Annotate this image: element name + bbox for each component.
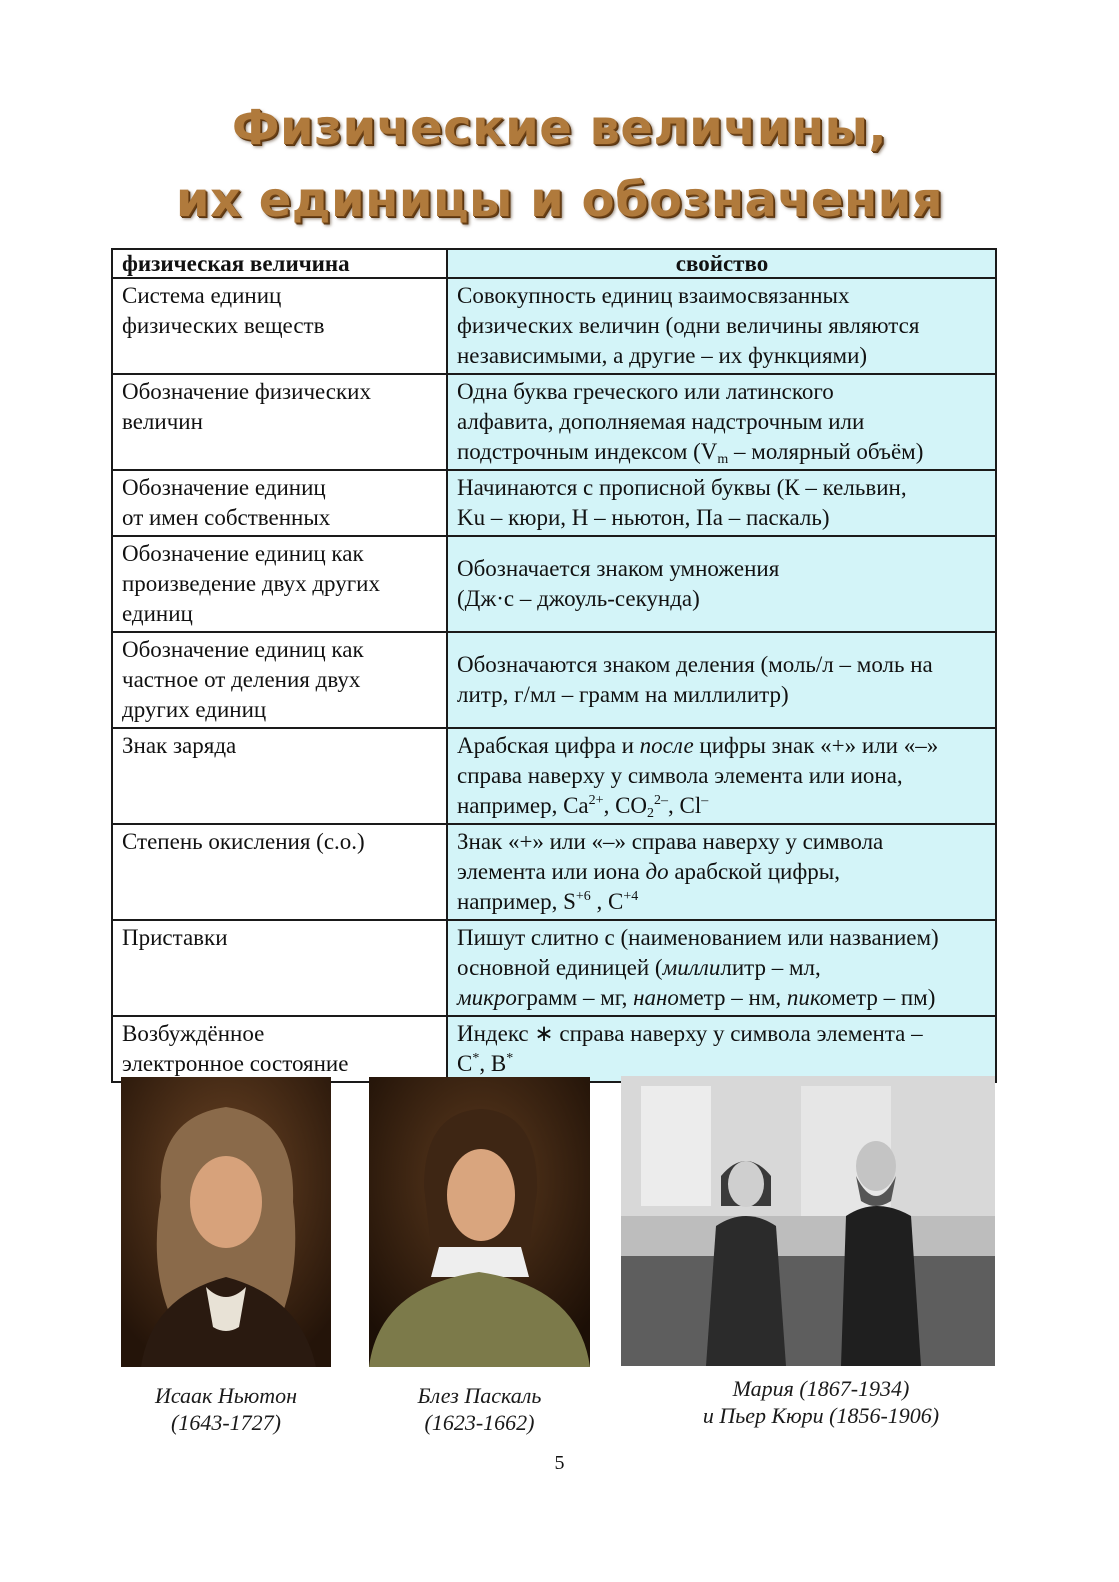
quantity-cell [112, 728, 447, 824]
cell-text: физических величин (одни величины являются [457, 313, 920, 338]
cell-line [122, 473, 438, 503]
quantity-cell [112, 1016, 447, 1082]
quantity-cell [112, 536, 447, 632]
curie-caption-maria: Мария (1867-1934) [732, 1376, 910, 1401]
cell-line [122, 1049, 438, 1079]
cell-text: Совокупность единиц взаимосвязанных [457, 283, 850, 308]
table-header-row [112, 249, 996, 278]
quantity-cell [112, 374, 447, 470]
cell-line [457, 341, 987, 371]
cell-text: метр – нм, [678, 985, 787, 1010]
cell-line [457, 953, 987, 983]
cell-line [457, 473, 987, 503]
cell-text: единиц [122, 601, 193, 626]
cell-line [122, 599, 438, 629]
cell-text: частное от деления двух [122, 667, 361, 692]
table-row [112, 470, 996, 536]
cell-line [457, 791, 987, 821]
cell-text: литр – мл, [720, 955, 821, 980]
cell-line [457, 731, 987, 761]
cell-line [457, 857, 987, 887]
cell-line [122, 731, 438, 761]
cell-line [457, 983, 987, 1013]
cell-line [122, 695, 438, 725]
italic-text: пико [786, 985, 832, 1010]
cell-text: Обозначение единиц [122, 475, 326, 500]
cell-text: Знак заряда [122, 733, 237, 758]
cell-text: Обозначение единиц как [122, 541, 364, 566]
cell-line [457, 437, 987, 467]
cell-text: произведение двух других [122, 571, 380, 596]
superscript-text: +6 [575, 889, 591, 904]
superscript-text: * [506, 1051, 514, 1066]
cell-line [457, 887, 987, 917]
cell-text: , B [479, 1051, 507, 1076]
cell-text: (Дж·с – джоуль-секунда) [457, 586, 700, 611]
cell-text: , CO [603, 793, 648, 818]
property-cell [447, 470, 996, 536]
table-body [112, 278, 996, 1082]
physical-quantities-table [111, 248, 997, 1083]
table-row [112, 824, 996, 920]
cell-text: алфавита, дополняемая надстрочным или [457, 409, 865, 434]
table-row [112, 920, 996, 1016]
cell-text: элемента или иона [457, 859, 646, 884]
cell-text: C [457, 1051, 473, 1076]
cell-text: например, Ca [457, 793, 589, 818]
cell-text: например, S [457, 889, 576, 914]
italic-text: микро [457, 985, 517, 1010]
cell-line [457, 827, 987, 857]
pascal-portrait [369, 1077, 590, 1367]
page-title-line-1: Физические величины, [231, 100, 888, 156]
cell-line [457, 281, 987, 311]
cell-text: , C [590, 889, 624, 914]
cell-line [457, 1019, 987, 1049]
cell-text: Арабская цифра и [457, 733, 640, 758]
superscript-text: – [701, 793, 709, 808]
newton-portrait [121, 1077, 331, 1367]
quantity-cell [112, 278, 447, 374]
cell-line [457, 311, 987, 341]
table-row [112, 536, 996, 632]
cell-text: Обозначение единиц как [122, 637, 364, 662]
cell-line [122, 503, 438, 533]
cell-line [122, 635, 438, 665]
italic-text: нано [633, 985, 679, 1010]
curie-caption [621, 1375, 1021, 1429]
cell-text: арабской цифры, [668, 859, 840, 884]
table-row [112, 728, 996, 824]
cell-text: Обозначение физических [122, 379, 371, 404]
cell-text: Начинаются с прописной буквы (К – кельвин, [457, 475, 907, 500]
cell-text: цифры знак «+» или «–» [693, 733, 939, 758]
cell-text: Знак «+» или «–» справа наверху у символа [457, 829, 884, 854]
cell-text: литр, г/мл – грамм на миллилитр) [457, 682, 789, 707]
cell-text: метр – пм) [831, 985, 936, 1010]
curie-caption-pierre: и Пьер Кюри (1856-1906) [702, 1403, 940, 1428]
cell-line [122, 377, 438, 407]
property-cell [447, 1016, 996, 1082]
quantity-cell [112, 632, 447, 728]
page-number: 5 [554, 1452, 565, 1474]
cell-text: величин [122, 409, 203, 434]
cell-line [122, 407, 438, 437]
subscript-text: m [717, 452, 729, 467]
cell-line [122, 923, 438, 953]
newton-caption-years: (1643-1727) [171, 1410, 281, 1435]
cell-text: Ku – кюри, Н – ньютон, Па – паскаль) [457, 505, 830, 530]
cell-text: от имен собственных [122, 505, 331, 530]
quantity-cell [112, 824, 447, 920]
cell-text: – молярный объём) [728, 439, 924, 464]
cell-text: Степень окисления (с.о.) [122, 829, 365, 854]
italic-text: милли [662, 955, 721, 980]
cell-text: Индекс ∗ справа наверху у символа элемента – [457, 1021, 923, 1046]
cell-text: Система единиц [122, 283, 282, 308]
superscript-text: +4 [623, 889, 639, 904]
property-cell [447, 536, 996, 632]
property-cell [447, 920, 996, 1016]
italic-text: до [645, 859, 669, 884]
newton-caption-name: Исаак Ньютон [154, 1383, 298, 1408]
cell-line [457, 761, 987, 791]
table-row [112, 632, 996, 728]
italic-text: после [639, 733, 694, 758]
cell-text: основной единицей ( [457, 955, 663, 980]
cell-line [122, 827, 438, 857]
property-cell [447, 824, 996, 920]
pascal-caption [369, 1382, 590, 1436]
cell-line [457, 377, 987, 407]
superscript-text: 2+ [588, 793, 604, 808]
table-row [112, 1016, 996, 1082]
table-row [112, 374, 996, 470]
cell-text: Возбуждённое [122, 1021, 265, 1046]
header-quantity: физическая величина [112, 249, 447, 278]
cell-line [122, 311, 438, 341]
superscript-text: * [472, 1051, 480, 1066]
cell-line [122, 539, 438, 569]
cell-text: справа наверху у символа элемента или иона, [457, 763, 903, 788]
cell-text: подстрочным индексом (V [457, 439, 718, 464]
cell-text: Пишут слитно с (наименованием или названием) [457, 925, 939, 950]
pascal-caption-years: (1623-1662) [424, 1410, 535, 1435]
cell-line [457, 584, 987, 614]
cell-text: независимыми, а другие – их функциями) [457, 343, 868, 368]
cell-line [457, 680, 987, 710]
property-cell [447, 278, 996, 374]
quantity-cell [112, 920, 447, 1016]
cell-text: Приставки [122, 925, 228, 950]
cell-text: грамм – мг, [516, 985, 634, 1010]
superscript-text: 2– [654, 793, 669, 808]
cell-line [122, 665, 438, 695]
header-property: свойство [447, 249, 996, 278]
cell-line [457, 650, 987, 680]
table-row [112, 278, 996, 374]
cell-text: физических веществ [122, 313, 325, 338]
cell-text: Обозначаются знаком деления (моль/л – моль на [457, 652, 933, 677]
cell-line [457, 407, 987, 437]
page-title-line-2: их единицы и обозначения [175, 172, 944, 228]
property-cell [447, 632, 996, 728]
cell-line [457, 923, 987, 953]
newton-caption [121, 1382, 331, 1436]
subscript-text: 2 [647, 806, 655, 821]
cell-text: , Cl [668, 793, 702, 818]
cell-text: других единиц [122, 697, 267, 722]
quantity-cell [112, 470, 447, 536]
cell-line [122, 1019, 438, 1049]
cell-line [457, 503, 987, 533]
cell-text: электронное состояние [122, 1051, 349, 1076]
cell-text: Обозначается знаком умножения [457, 556, 780, 581]
cell-text: Одна буква греческого или латинского [457, 379, 834, 404]
cell-line [122, 569, 438, 599]
property-cell [447, 374, 996, 470]
curie-photo [621, 1076, 995, 1366]
cell-line [122, 281, 438, 311]
property-cell [447, 728, 996, 824]
cell-line [457, 1049, 987, 1079]
cell-line [457, 554, 987, 584]
pascal-caption-name: Блез Паскаль [417, 1383, 542, 1408]
